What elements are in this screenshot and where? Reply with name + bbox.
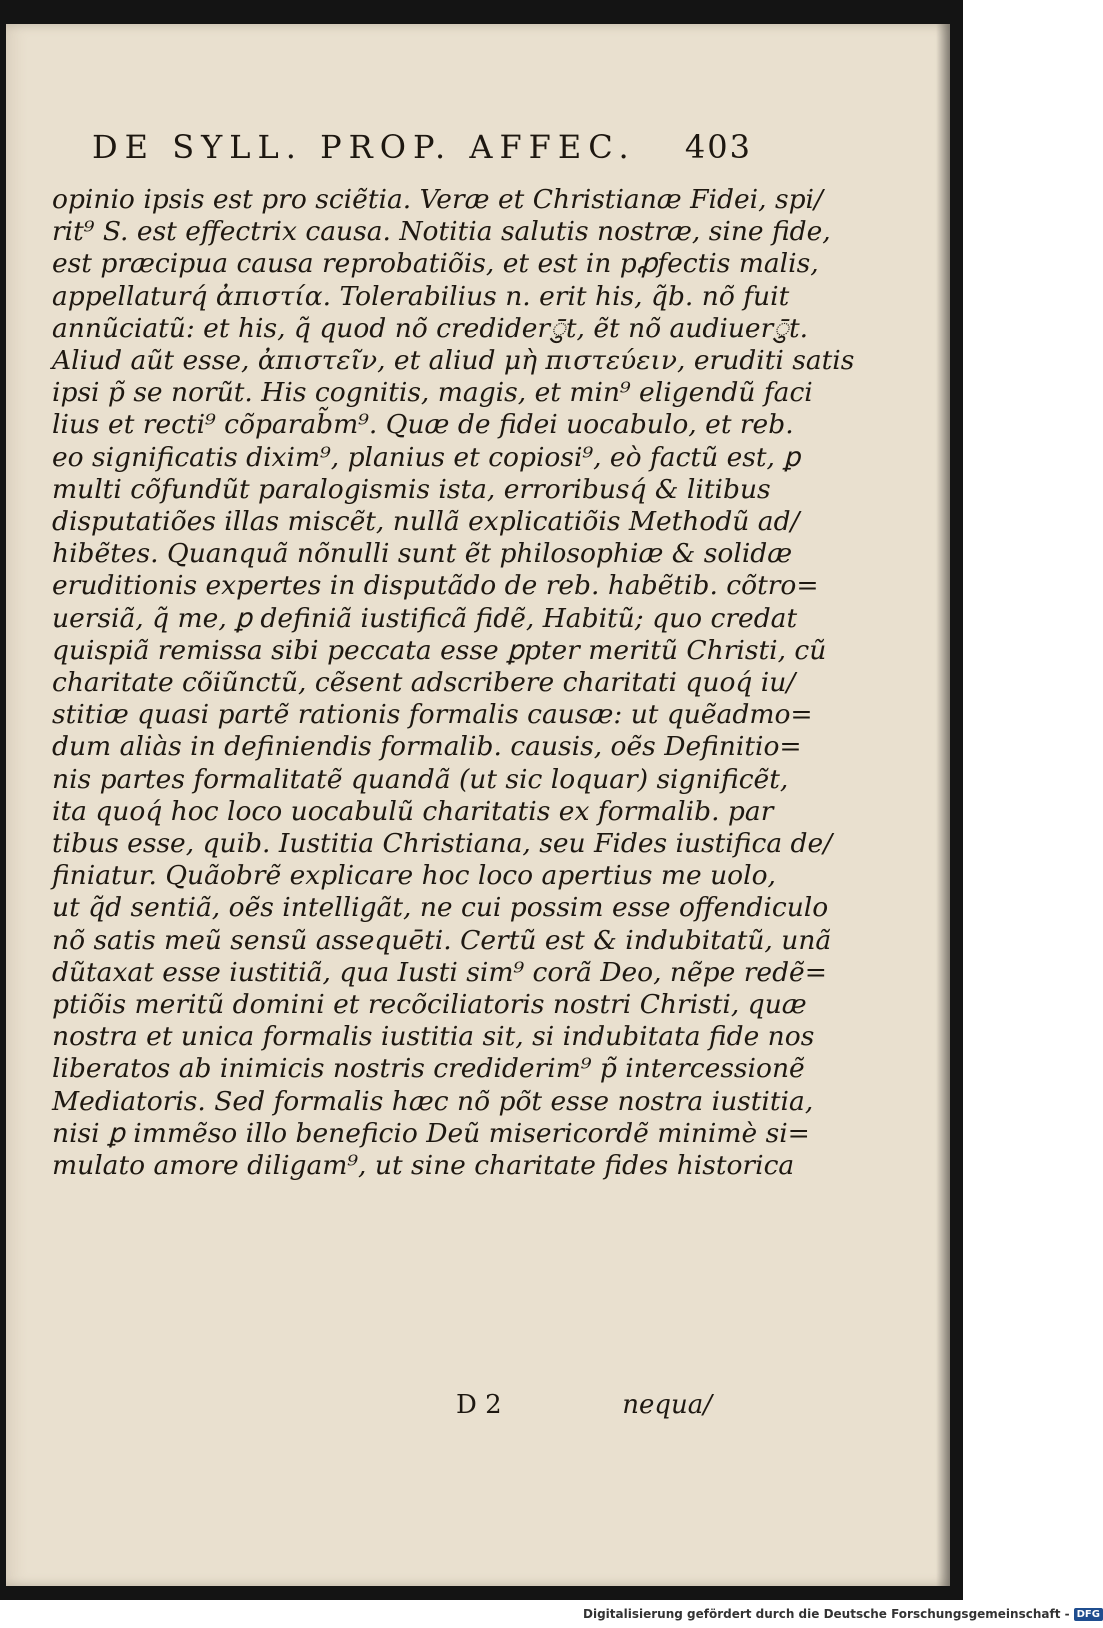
text-line: stitiæ quasi partẽ rationis formalis causæ: ut quẽadmo= <box>52 699 813 731</box>
text-line: dum aliàs in definiendis formalib. causis, oẽs Definitio= <box>52 731 802 763</box>
text-line: mulato amore diligam⁹, ut sine charitate fides historica <box>52 1150 795 1182</box>
text-line: uersiã, q̃ me, ꝑ definiã iustificã fidẽ, Habitũ; quo credat <box>52 602 798 634</box>
catchword: nequa/ <box>622 1390 712 1420</box>
text-line: lius et recti⁹ cõparab̃m⁹. Quæ de fidei uocabulo, et reb. <box>52 409 794 441</box>
text-line: ipsi p̃ se norũt. His cognitis, magis, et min⁹ eligendũ faci <box>52 377 813 409</box>
text-line: eo significatis dixim⁹, planius et copiosi⁹, eò factũ est, ꝑ <box>52 441 801 473</box>
text-line: tibus esse, quib. Iustitia Christiana, seu Fides iustifica de/ <box>52 828 833 860</box>
text-line: est præcipua causa reprobatiõis, et est in pꝓfectis malis, <box>52 248 819 280</box>
text-line: Aliud aũt esse, ἀπιστεῖν, et aliud μὴ πιστεύειν, eruditi satis <box>52 345 855 377</box>
signature-mark: D 2 <box>456 1390 502 1420</box>
text-line: liberatos ab inimicis nostris crediderim⁹ p̃ intercessionẽ <box>52 1053 805 1085</box>
text-line: quispiã remissa sibi peccata esse ꝑpter meritũ Christi, cũ <box>52 634 827 666</box>
gutter-shadow <box>936 24 950 1586</box>
page-number: 403 <box>684 128 752 166</box>
text-line: multi cõfundũt paralogismis ista, erroribusq́ & litibus <box>52 473 771 505</box>
text-line: eruditionis expertes in disputãdo de reb. habẽtib. cõtro= <box>52 570 819 602</box>
footer-text: Digitalisierung gefördert durch die Deutsche Forschungsgemeinschaft - <box>583 1607 1070 1621</box>
text-line: Mediatoris. Sed formalis hæc nõ põt esse nostra iustitia, <box>52 1085 814 1117</box>
dfg-logo: DFG <box>1074 1608 1103 1621</box>
running-head <box>92 128 752 166</box>
running-head-title: DE SYLL. PROP. AFFEC. <box>92 128 636 166</box>
text-line: dũtaxat esse iustitiã, qua Iusti sim⁹ corã Deo, nẽpe redẽ= <box>52 956 827 988</box>
text-line: hibẽtes. Quanquã nõnulli sunt ẽt philosophiæ & solidæ <box>52 538 793 570</box>
text-line: nisi ꝑ immẽso illo beneficio Deũ misericordẽ minimè si= <box>52 1117 810 1149</box>
text-line: disputatiões illas miscẽt, nullã explicatiõis Methodũ ad/ <box>52 506 800 538</box>
text-line: nostra et unica formalis iustitia sit, si indubitata fide nos <box>52 1021 815 1053</box>
text-line: nõ satis meũ sensũ assequēti. Certũ est & indubitatũ, unã <box>52 924 832 956</box>
text-line: ptiõis meritũ domini et recõciliatoris nostri Christi, quæ <box>52 989 807 1021</box>
funding-footer <box>583 1605 1100 1623</box>
text-line: ita quoq́ hoc loco uocabulũ charitatis ex formalib. par <box>52 795 774 827</box>
text-line: finiatur. Quãobrẽ explicare hoc loco apertius me uolo, <box>52 860 776 892</box>
text-line: opinio ipsis est pro sciẽtia. Veræ et Christianæ Fidei, spi/ <box>52 184 823 215</box>
text-line: appellaturq́ ἀπιστία. Tolerabilius n. erit his, q̃b. nõ fuit <box>52 280 790 312</box>
text-line: annũciatũ: et his, q̃ quod nõ crediderु̄t, ẽt nõ audiuerु̄t. <box>52 312 809 344</box>
text-line: charitate cõiũnctũ, cẽsent adscribere charitati quoq́ iu/ <box>52 667 796 699</box>
body-text <box>52 184 855 1182</box>
text-line: nis partes formalitatẽ quandã (ut sic loquar) significẽt, <box>52 763 789 795</box>
text-line: ut q̃d sentiã, oẽs intelligãt, ne cui possim esse offendiculo <box>52 892 829 924</box>
catchline <box>456 1390 712 1420</box>
text-line: rit⁹ S. est effectrix causa. Notitia salutis nostræ, sine fide, <box>52 216 831 248</box>
